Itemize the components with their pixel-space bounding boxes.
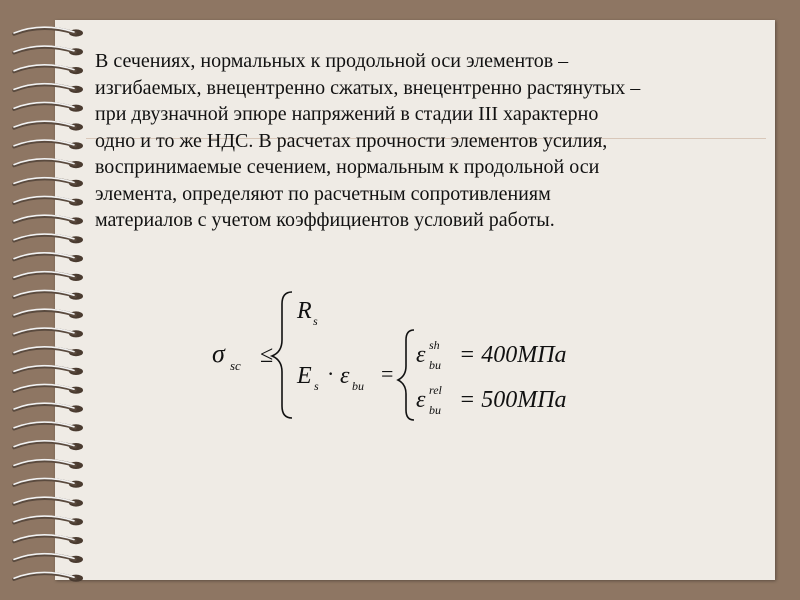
formula-sub1-superscript: sh: [429, 338, 440, 352]
binding-ring: [14, 234, 83, 243]
binding-ring: [14, 196, 83, 205]
binding-ring: [14, 328, 83, 337]
formula-sub2-epsilon: ε: [416, 387, 426, 413]
binding-ring: [14, 46, 83, 55]
binding-ring: [14, 572, 83, 581]
formula-sub1-epsilon: ε: [416, 342, 426, 368]
formula-case1-subscript: s: [313, 314, 318, 328]
formula-case2-dot: ·: [327, 361, 335, 386]
binding-ring: [14, 422, 83, 431]
formula-relation: ≤: [260, 342, 274, 368]
binding-ring: [14, 84, 83, 93]
formula-case2-e: E: [297, 363, 312, 389]
stress-formula: [200, 278, 620, 428]
formula-sub2-superscript: rel: [429, 383, 442, 397]
formula-sub2-subscript: bu: [429, 403, 441, 417]
binding-ring: [14, 347, 83, 356]
binding-ring: [14, 366, 83, 375]
binding-ring: [14, 178, 83, 187]
binding-ring: [14, 27, 83, 36]
binding-ring: [14, 290, 83, 299]
formula-case2-e-subscript: s: [314, 379, 319, 393]
binding-ring: [14, 272, 83, 281]
binding-ring: [14, 65, 83, 74]
binding-ring: [14, 497, 83, 506]
binding-ring: [14, 478, 83, 487]
binding-ring: [14, 516, 83, 525]
binding-ring: [14, 102, 83, 111]
binding-ring: [14, 403, 83, 412]
binding-ring: [14, 384, 83, 393]
spiral-binding: [0, 0, 110, 600]
formula-sigma-subscript: sc: [230, 358, 241, 373]
formula-case1-r: R: [297, 298, 312, 324]
binding-ring: [14, 535, 83, 544]
binding-ring: [14, 460, 83, 469]
formula-right-brace: [398, 330, 414, 420]
formula-case2-epsilon: ε: [340, 363, 350, 389]
binding-ring: [14, 159, 83, 168]
formula-case2-equals: =: [381, 361, 394, 386]
binding-ring: [14, 554, 83, 563]
binding-ring: [14, 215, 83, 224]
slide-paragraph: В сечениях, нормальных к продольной оси элементов – изгибаемых, внецентренно сжатых, внецентренно растянутых – при двузначной эпюре напряжений в стадии III характерно одно и то же НДС. В расчетах прочности элементов усилия, воспринимаемые сечением, нормальным к продольной оси элемента, определяют по расчетным сопротивлениям материалов с учетом коэффициентов условий работы.: [95, 50, 641, 231]
binding-ring: [14, 140, 83, 149]
formula-case2-bu-subscript: bu: [352, 379, 364, 393]
formula-sub1-value: = 400МПа: [459, 342, 567, 368]
formula-sub2-value: = 500МПа: [459, 387, 567, 413]
formula-sub1-subscript: bu: [429, 358, 441, 372]
binding-ring: [14, 253, 83, 262]
binding-ring: [14, 121, 83, 130]
formula-left-brace: [272, 292, 292, 418]
formula-sigma: σ: [212, 339, 225, 368]
binding-ring: [14, 309, 83, 318]
binding-ring: [14, 441, 83, 450]
